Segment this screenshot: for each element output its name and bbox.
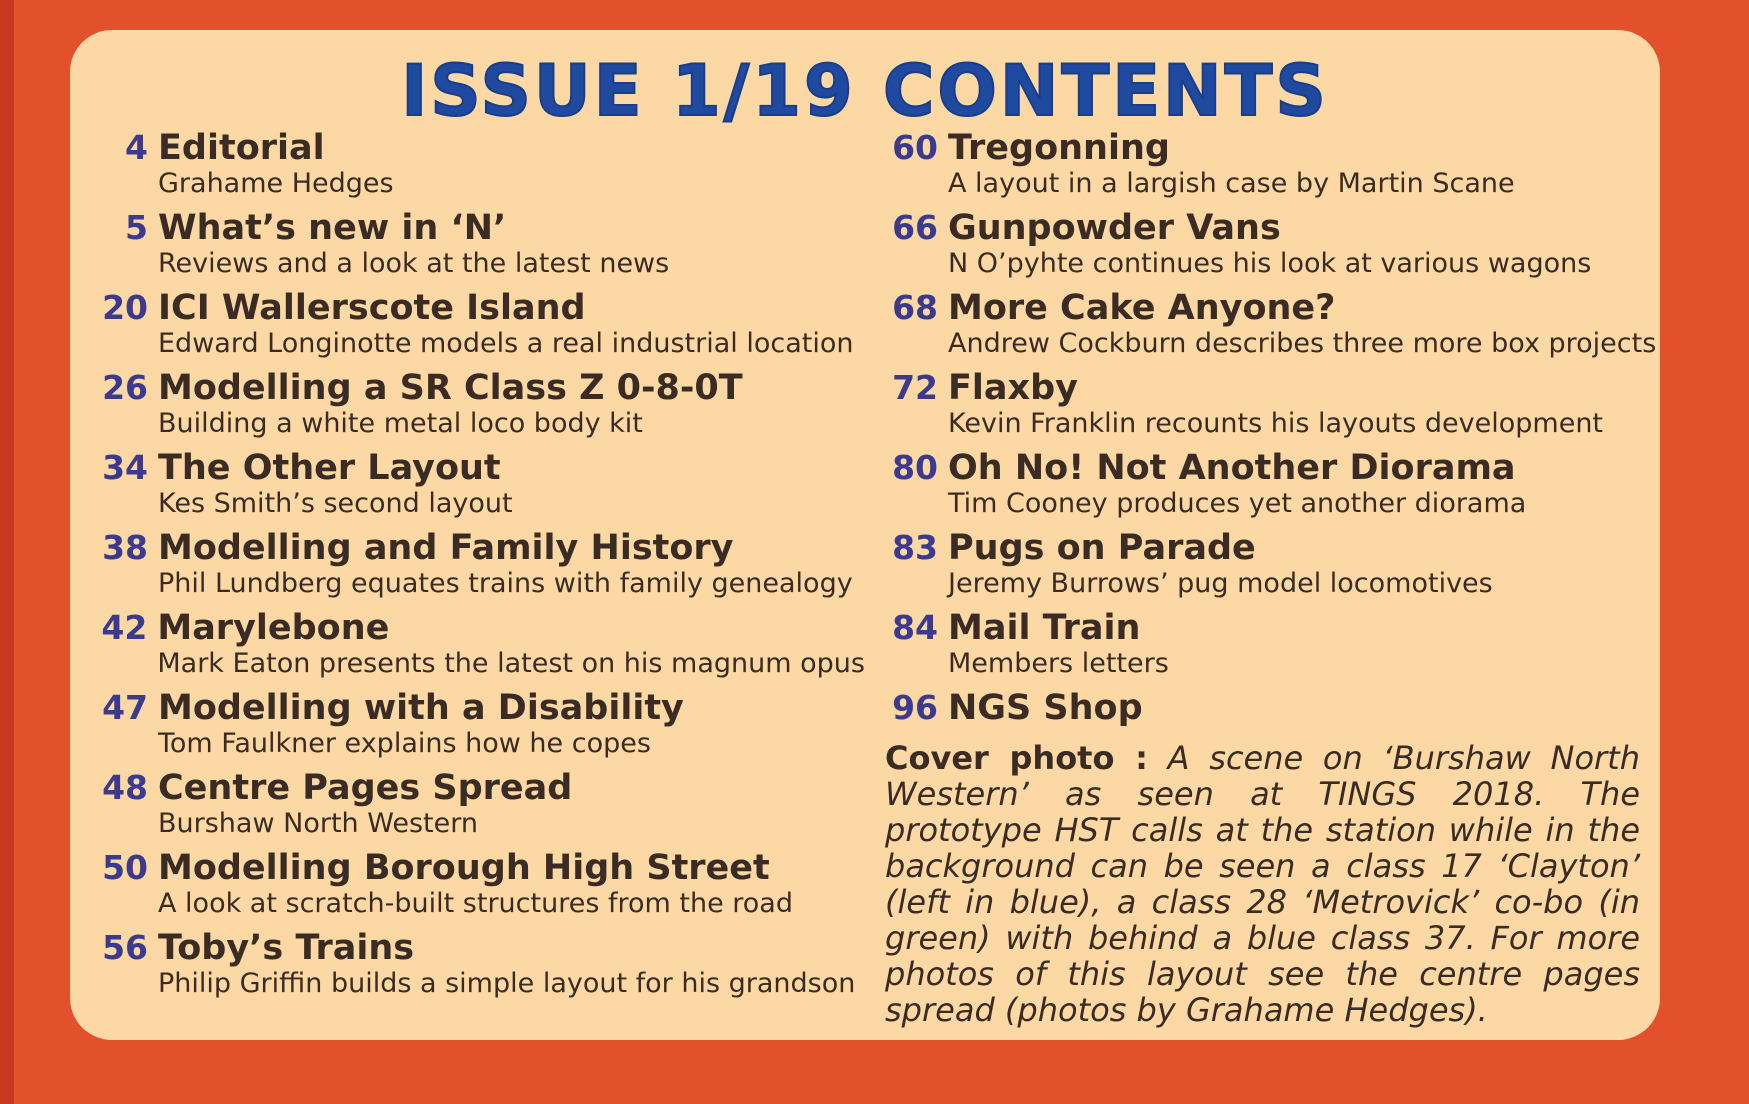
- page-number: 72: [892, 368, 938, 407]
- article-subtitle: Building a white metal loco body kit: [158, 408, 643, 439]
- article-subtitle: Tom Faulkner explains how he copes: [158, 728, 651, 759]
- contents-entry: [875, 528, 1665, 608]
- contents-entry: [85, 688, 865, 768]
- page-number: 4: [125, 128, 148, 167]
- contents-entry: [875, 208, 1665, 288]
- article-subtitle: Mark Eaton presents the latest on his magnum opus: [157, 648, 865, 679]
- contents-entry: [85, 448, 865, 528]
- contents-entry: [85, 368, 865, 448]
- article-subtitle: Members letters: [948, 648, 1169, 679]
- page-number: 34: [102, 448, 148, 487]
- article-title: Tregonning: [948, 128, 1170, 168]
- contents-entry: [85, 768, 865, 848]
- article-subtitle: Edward Longinotte models a real industrial location: [158, 328, 854, 359]
- article-title: Modelling Borough High Street: [158, 848, 770, 888]
- article-subtitle: Phil Lundberg equates trains with family genealogy: [158, 568, 853, 599]
- article-title: The Other Layout: [158, 448, 501, 488]
- page-title: ISSUE 1/19 CONTENTS: [401, 50, 1329, 132]
- article-title: Pugs on Parade: [948, 528, 1256, 568]
- article-title: Toby’s Trains: [158, 928, 415, 968]
- article-title: Mail Train: [948, 608, 1141, 648]
- article-subtitle: A look at scratch-built structures from the road: [158, 888, 793, 919]
- article-title: Modelling and Family History: [158, 528, 734, 568]
- page-number: 5: [125, 208, 148, 247]
- contents-entry: [85, 208, 865, 288]
- contents-entry: [875, 608, 1665, 688]
- page-number: 20: [102, 288, 148, 327]
- article-subtitle: Grahame Hedges: [158, 168, 394, 199]
- article-subtitle: Reviews and a look at the latest news: [158, 248, 670, 279]
- article-subtitle: Philip Griffin builds a simple layout for his grandson: [158, 968, 856, 999]
- article-subtitle: A layout in a largish case by Martin Scane: [948, 168, 1515, 199]
- page-number: 96: [892, 688, 938, 727]
- cover-photo-label: Cover photo :: [885, 739, 1148, 777]
- cover-photo-caption: [885, 740, 1640, 1028]
- page-number: 48: [102, 768, 148, 807]
- page-number: 66: [892, 208, 938, 247]
- contents-entry: [85, 128, 865, 208]
- page-number: 47: [102, 688, 148, 727]
- page-number: 60: [892, 128, 938, 167]
- article-subtitle: Kes Smith’s second layout: [158, 488, 513, 519]
- article-title: Marylebone: [157, 608, 390, 648]
- contents-entry: [85, 928, 865, 1008]
- contents-entry: [85, 608, 865, 688]
- article-title: Editorial: [158, 128, 325, 168]
- page-number: 38: [102, 528, 148, 567]
- article-subtitle: Jeremy Burrows’ pug model locomotives: [948, 568, 1493, 599]
- article-title: Modelling a SR Class Z 0-8-0T: [158, 368, 743, 408]
- page-edge: [0, 0, 14, 1104]
- contents-column-right: [875, 128, 1665, 768]
- page-number: 42: [101, 608, 148, 647]
- contents-panel: [70, 30, 1660, 1040]
- article-subtitle: Tim Cooney produces yet another diorama: [948, 488, 1527, 519]
- page-number: 56: [102, 928, 148, 967]
- contents-entry: [875, 288, 1665, 368]
- article-title: Oh No! Not Another Diorama: [948, 448, 1516, 488]
- contents-entry: [85, 848, 865, 928]
- article-title: Flaxby: [948, 368, 1078, 408]
- article-subtitle: Andrew Cockburn describes three more box projects: [948, 328, 1657, 359]
- article-title: NGS Shop: [948, 688, 1143, 728]
- article-subtitle: N O’pyhte continues his look at various wagons: [948, 248, 1592, 279]
- article-title: More Cake Anyone?: [948, 288, 1336, 328]
- contents-entry: [875, 368, 1665, 448]
- contents-entry: [875, 448, 1665, 528]
- contents-entry: [85, 288, 865, 368]
- article-title: Gunpowder Vans: [948, 208, 1281, 248]
- contents-entry: [85, 528, 865, 608]
- article-title: Modelling with a Disability: [158, 688, 684, 728]
- article-title: ICI Wallerscote Island: [158, 288, 586, 328]
- page-number: 83: [892, 528, 938, 567]
- article-subtitle: Burshaw North Western: [158, 808, 478, 839]
- page-number: 80: [892, 448, 938, 487]
- cover-photo-text: A scene on ‘Burshaw North Western’ as seen at TINGS 2018. The prototype HST calls at the station while in the background can be seen a class 17 ‘Clayton’ (left in blue), a class 28 ‘Metrovick’ co-bo (in green) with behind a blue class 37. For more photos of this layout see the centre pages spread (photos by Grahame Hedges).: [885, 739, 1640, 1029]
- page-number: 50: [102, 848, 148, 887]
- page-number: 26: [102, 368, 148, 407]
- article-title: Centre Pages Spread: [158, 768, 573, 808]
- page-number: 84: [892, 608, 938, 647]
- contents-entry: [875, 128, 1665, 208]
- article-title: What’s new in ‘N’: [158, 208, 507, 248]
- article-subtitle: Kevin Franklin recounts his layouts development: [948, 408, 1604, 439]
- page-number: 68: [892, 288, 938, 327]
- contents-column-left: [85, 128, 865, 1008]
